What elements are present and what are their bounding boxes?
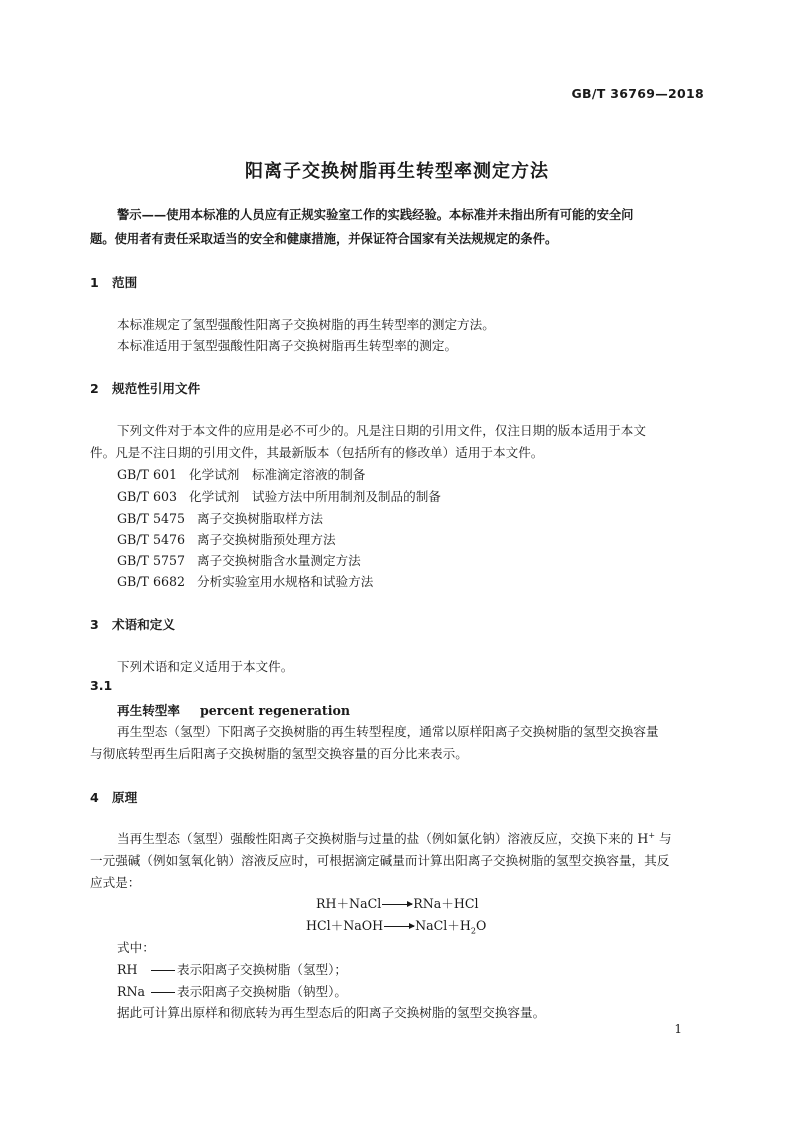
reference-title: 分析实验室用水规格和试验方法 [197,574,374,589]
reference-code: GB/T 603 [117,489,177,504]
section-number: 4 [90,790,99,805]
equation-2 [306,915,486,934]
symbol: RNa [117,984,146,999]
term-english: percent regeneration [199,703,351,718]
reference-code: GB/T 601 [117,467,177,482]
section-title: 规范性引用文件 [112,381,201,396]
reference-code: GB/T 5475 [117,511,186,526]
section-2-intro-line-2: 件。凡是不注日期的引用文件，其最新版本（包括所有的修改单）适用于本文件。 [90,445,544,460]
page-number: 1 [674,1022,682,1036]
reference-item [117,486,441,505]
equation-reactants: HCl＋NaOH [306,918,384,933]
symbol: RH [117,962,138,977]
principle-text: 当再生型态（氢型）强酸性阳离子交换树脂与过量的盐（例如氯化钠）溶液反应，交换下来的 H [117,831,649,846]
section-2-heading [90,378,200,397]
reference-title: 化学试剂 试验方法中所用制剂及制品的制备 [189,489,441,504]
equation-reactants: RH＋NaCl [316,896,382,911]
reaction-arrow-icon [382,904,412,905]
reference-title: 离子交换树脂预处理方法 [197,532,336,547]
section-2-intro-line-1: 下列文件对于本文件的应用是必不可少的。凡是注日期的引用文件，仅注日期的版本适用于本文 [117,423,646,438]
section-number: 3 [90,617,99,632]
where-label: 式中： [117,940,155,955]
principle-line-3: 应式是： [90,875,141,890]
document-title: 阳离子交换树脂再生转型率测定方法 [245,161,549,182]
symbol-definition [117,981,347,1000]
reaction-arrow-icon [384,926,414,927]
equation-products: RNa＋HCl [413,896,479,911]
warning-line-1: 警示——使用本标准的人员应有正规实验室工作的实践经验。本标准并未指出所有可能的安全问 [117,208,634,222]
subscript-2: 2 [470,926,476,936]
principle-conclusion: 据此可计算出原样和彻底转为再生型态后的阳离子交换树脂的氢型交换容量。 [117,1005,546,1020]
superscript-plus: + [648,830,656,840]
reference-item [117,464,365,483]
reference-item [117,508,323,527]
standard-number: GB/T 36769—2018 [571,86,704,101]
term-chinese: 再生转型率 [117,703,180,718]
em-dash-icon [151,970,175,972]
section-4-heading [90,787,137,806]
equation-products: NaCl＋H [415,918,471,933]
section-number: 1 [90,275,99,290]
section-3-heading [90,614,175,633]
definition-line-1: 再生型态（氢型）下阳离子交换树脂的再生转型程度，通常以原样阳离子交换树脂的氢型交换容量 [117,724,659,739]
reference-item [117,550,361,569]
section-3-intro: 下列术语和定义适用于本文件。 [117,659,294,674]
reference-title: 化学试剂 标准滴定溶液的制备 [189,467,366,482]
principle-line-1 [117,828,672,847]
section-1-paragraph-1: 本标准规定了氢型强酸性阳离子交换树脂的再生转型率的测定方法。 [117,317,495,332]
principle-text: 与 [655,831,672,846]
symbol-definition [117,959,347,978]
symbol-description: 表示阳离子交换树脂（氢型）； [177,962,348,977]
definition-line-2: 与彻底转型再生后阳离子交换树脂的氢型交换容量的百分比来表示。 [90,746,468,761]
term-entry [117,700,350,719]
equation-products: O [475,918,487,933]
reference-title: 离子交换树脂取样方法 [197,511,323,526]
reference-code: GB/T 6682 [117,574,186,589]
section-number: 2 [90,381,99,396]
section-1-heading [90,272,137,291]
warning-line-2: 题。使用者有责任采取适当的安全和健康措施，并保证符合国家有关法规规定的条件。 [90,232,558,246]
reference-item [117,529,336,548]
section-title: 范围 [112,275,138,290]
section-1-paragraph-2: 本标准适用于氢型强酸性阳离子交换树脂再生转型率的测定。 [117,338,458,353]
reference-title: 离子交换树脂含水量测定方法 [197,553,361,568]
section-title: 原理 [112,790,138,805]
section-title: 术语和定义 [112,617,175,632]
symbol-description: 表示阳离子交换树脂（钠型）。 [177,984,348,999]
term-number: 3.1 [90,678,113,693]
reference-code: GB/T 5757 [117,553,186,568]
em-dash-icon [151,992,175,994]
reference-code: GB/T 5476 [117,532,186,547]
principle-line-2: 一元强碱（例如氢氧化钠）溶液反应时，可根据滴定碱量而计算出阳离子交换树脂的氢型交换容量，其反 [90,853,670,868]
equation-1 [316,893,479,912]
reference-item [117,571,373,590]
